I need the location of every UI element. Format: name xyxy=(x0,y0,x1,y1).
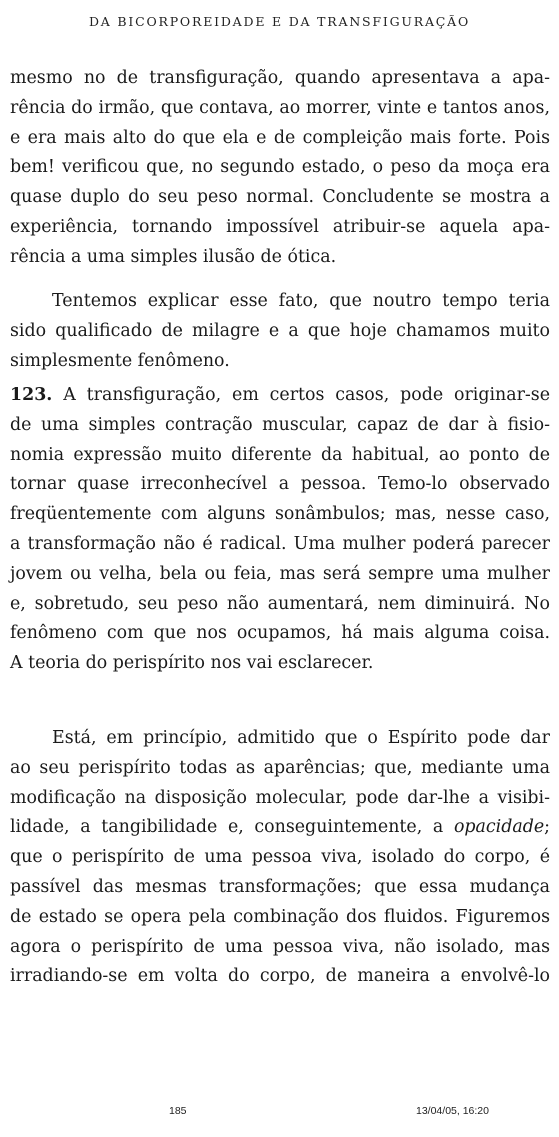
text-line: experiência, tornando impossível atribuir-se aquela apa- xyxy=(10,216,550,237)
text-line: de estado se opera pela combinação dos fluidos. Figuremos xyxy=(10,906,550,927)
text-line: ao seu perispírito todas as aparências; que, mediante uma xyxy=(10,757,550,778)
paragraph-perispirit xyxy=(10,724,550,992)
text-line: Tentemos explicar esse fato, que noutro tempo teria xyxy=(52,291,550,311)
text-fragment: lidade, a tangibilidade e, conseguintemente, a xyxy=(10,817,454,838)
text-line xyxy=(10,813,550,843)
text-fragment: ; xyxy=(544,817,550,838)
text-line: e, sobretudo, seu peso não aumentará, nem diminuirá. No xyxy=(10,593,550,614)
text-line: rência do irmão, que contava, ao morrer, vinte e tantos anos, xyxy=(10,97,550,118)
text-line: rência a uma simples ilusão de ótica. xyxy=(10,246,337,267)
text-line: mesmo no de transfiguração, quando apresentava a apa- xyxy=(10,68,550,88)
text-line: quase duplo do seu peso normal. Concludente se mostra a xyxy=(10,187,550,208)
text-line: A teoria do perispírito nos vai esclarecer. xyxy=(10,653,374,674)
italic-term: opacidade xyxy=(453,817,545,838)
text-line: freqüentemente com alguns sonâmbulos; mas, nesse caso, xyxy=(10,504,550,525)
text-line: passível das mesmas transformações; que essa mudança xyxy=(10,876,550,897)
text-fragment: A transfiguração, em certos casos, pode originar-se xyxy=(52,385,550,405)
text-line xyxy=(10,381,550,411)
paragraph-explanation xyxy=(10,287,550,376)
text-line: Está, em princípio, admitido que o Espírito pode dar xyxy=(52,728,550,748)
text-line: fenômeno com que nos ocupamos, há mais alguma coisa. xyxy=(10,623,550,644)
print-timestamp: 13/04/05, 16:20 xyxy=(416,1105,489,1117)
running-header: DA BICORPOREIDADE E DA TRANSFIGURAÇÃO xyxy=(88,14,471,29)
text-line: a transformação não é radical. Uma mulher poderá parecer xyxy=(10,533,550,554)
text-line: bem! verificou que, no segundo estado, o peso da moça era xyxy=(10,157,550,178)
paragraph-continuation xyxy=(10,64,550,273)
text-line: tornar quase irreconhecível a pessoa. Temo-lo observado xyxy=(10,474,550,495)
page-number: 185 xyxy=(169,1105,187,1117)
text-line: modificação na disposição molecular, pode dar-lhe a visibi- xyxy=(10,787,550,808)
section-number: 123. xyxy=(10,385,53,405)
text-line: irradiando-se em volta do corpo, de maneira a envolvê-lo xyxy=(10,966,550,987)
text-line: agora o perispírito de uma pessoa viva, não isolado, mas xyxy=(10,936,550,957)
text-line: nomia expressão muito diferente da habitual, ao ponto de xyxy=(10,444,550,465)
text-line: sido qualificado de milagre e a que hoje chamamos muito xyxy=(10,320,550,341)
text-line: simplesmente fenômeno. xyxy=(10,350,230,371)
text-line: e era mais alto do que ela e de compleição mais forte. Pois xyxy=(10,127,550,148)
paragraph-section-123 xyxy=(10,381,550,679)
text-line: de uma simples contração muscular, capaz de dar à fisio- xyxy=(10,414,550,435)
text-line: que o perispírito de uma pessoa viva, isolado do corpo, é xyxy=(10,847,550,868)
text-line: jovem ou velha, bela ou feia, mas será sempre uma mulher xyxy=(10,563,550,584)
